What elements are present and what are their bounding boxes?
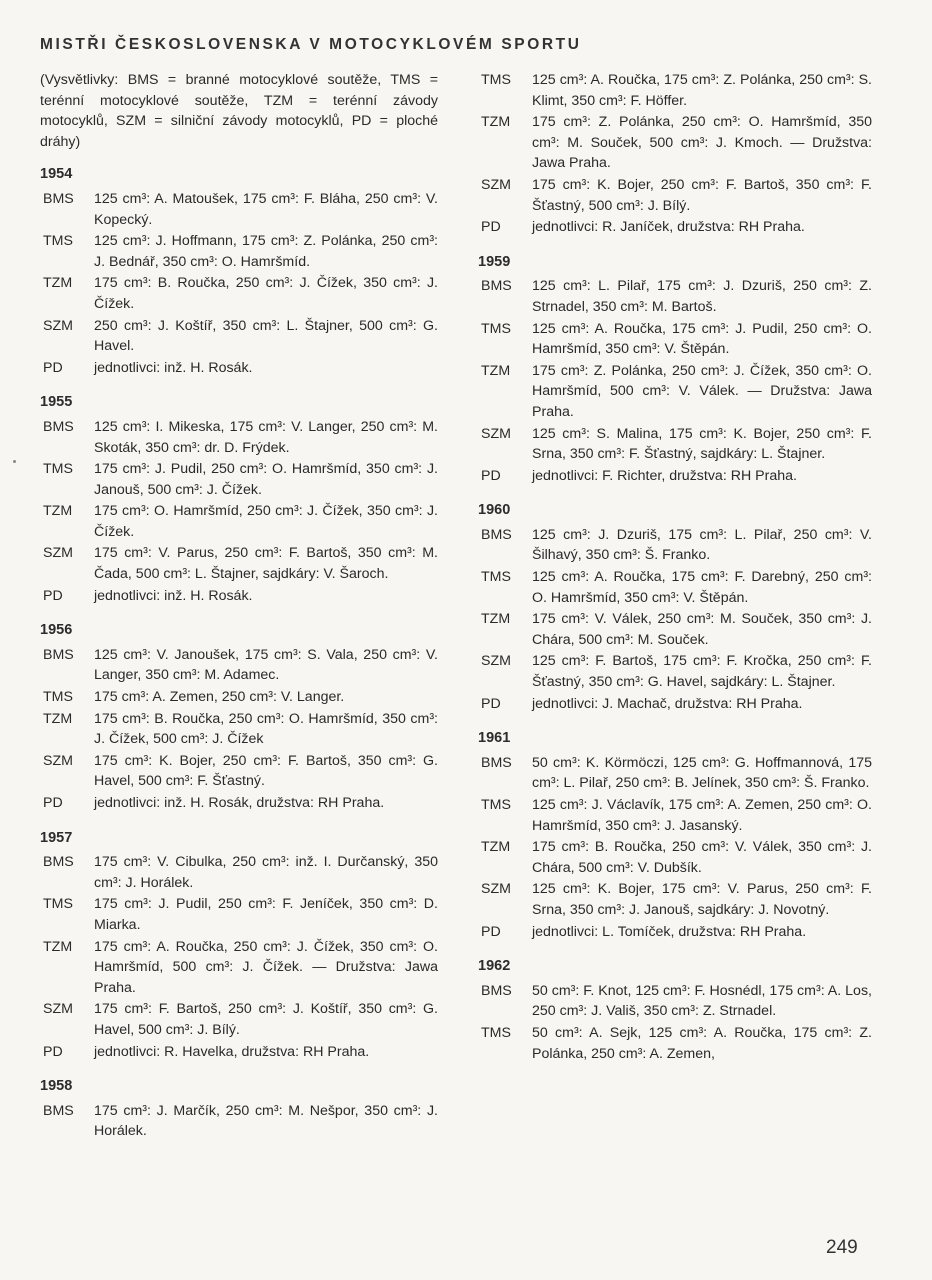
category-code: TZM: [43, 503, 73, 520]
year-section: [478, 70, 872, 238]
result-entry: [478, 175, 872, 216]
category-code: TMS: [481, 1024, 511, 1041]
champions-text: 175 cm³: V. Válek, 250 cm³: M. Souček, 350 cm³: J. Chára, 500 cm³: M. Souček.: [532, 611, 872, 648]
result-entry: [478, 837, 872, 878]
category-code: TMS: [481, 569, 511, 586]
result-entry: [478, 609, 872, 650]
result-entry: [40, 501, 438, 542]
result-entry: [478, 319, 872, 360]
category-code: TZM: [481, 611, 511, 628]
result-entry: [478, 112, 872, 174]
right-sections: [478, 70, 872, 1064]
category-code: TMS: [43, 896, 73, 913]
category-code: SZM: [43, 545, 73, 562]
champions-text: 50 cm³: K. Körmöczi, 125 cm³: G. Hoffmannová, 175 cm³: L. Pilař, 250 cm³: B. Jelínek, 350 cm³: Š. Franko.: [532, 754, 872, 792]
year-section: [40, 828, 438, 1063]
result-entry: [40, 793, 438, 814]
result-entry: [40, 543, 438, 584]
year-section: [40, 1076, 438, 1142]
result-entry: [478, 981, 872, 1022]
champions-text: 175 cm³: K. Bojer, 250 cm³: F. Bartoš, 350 cm³: F. Šťastný, 500 cm³: J. Bílý.: [532, 176, 872, 214]
category-code: PD: [43, 587, 63, 604]
result-entry: [40, 687, 438, 708]
result-entry: [40, 273, 438, 314]
category-code: BMS: [481, 526, 512, 543]
champions-text: 175 cm³: K. Bojer, 250 cm³: F. Bartoš, 350 cm³: G. Havel, 500 cm³: F. Šťastný.: [94, 752, 438, 790]
page-number: 249: [826, 1237, 858, 1258]
champions-text: 125 cm³: L. Pilař, 175 cm³: J. Dzuriš, 250 cm³: Z. Strnadel, 350 cm³: M. Bartoš.: [532, 278, 872, 315]
result-entry: [478, 70, 872, 111]
category-code: BMS: [43, 854, 74, 871]
champions-text: 175 cm³: B. Roučka, 250 cm³: J. Čížek, 350 cm³: J. Čížek.: [94, 275, 438, 312]
year-section: [478, 252, 872, 487]
category-code: TMS: [43, 461, 73, 478]
result-entry: [40, 189, 438, 230]
champions-text: 125 cm³: A. Roučka, 175 cm³: Z. Polánka, 250 cm³: S. Klimt, 350 cm³: F. Höffer.: [532, 72, 872, 109]
champions-text: 125 cm³: A. Roučka, 175 cm³: J. Pudil, 250 cm³: O. Hamršmíd, 350 cm³: V. Štěpán.: [532, 320, 872, 358]
champions-text: 125 cm³: V. Janoušek, 175 cm³: S. Vala, 250 cm³: V. Langer, 350 cm³: M. Adamec.: [94, 646, 438, 684]
category-code: SZM: [481, 425, 511, 442]
champions-text: jednotlivci: inž. H. Rosák.: [94, 587, 253, 604]
champions-text: 175 cm³: F. Bartoš, 250 cm³: J. Koštíř, 350 cm³: G. Havel, 500 cm³: J. Bílý.: [94, 1001, 438, 1038]
result-entry: [40, 751, 438, 792]
year-heading: 1958: [40, 1078, 73, 1095]
champions-text: 250 cm³: J. Koštíř, 350 cm³: L. Štajner, 500 cm³: G. Havel.: [94, 317, 438, 355]
category-code: BMS: [43, 418, 74, 435]
category-code: PD: [481, 695, 501, 712]
year-section: [478, 500, 872, 714]
left-column: [40, 70, 438, 1143]
result-entry: [40, 1101, 438, 1142]
champions-text: 175 cm³: B. Roučka, 250 cm³: O. Hamršmíd, 350 cm³: J. Čížek, 500 cm³: J. Čížek: [94, 710, 438, 748]
right-column: [478, 70, 872, 1065]
champions-text: jednotlivci: inž. H. Rosák, družstva: RH Praha.: [94, 795, 385, 811]
result-entry: [40, 358, 438, 379]
category-code: BMS: [481, 278, 512, 295]
category-code: BMS: [481, 754, 512, 771]
category-code: SZM: [481, 881, 511, 898]
champions-text: jednotlivci: R. Janíček, družstva: RH Praha.: [532, 219, 805, 236]
year-section: [478, 956, 872, 1064]
category-code: PD: [481, 923, 501, 940]
category-code: BMS: [481, 982, 512, 999]
champions-text: 175 cm³: Z. Polánka, 250 cm³: J. Čížek, 350 cm³: O. Hamršmíd, 500 cm³: V. Válek. — Družstva: Jawa Praha.: [532, 362, 872, 420]
result-entry: [40, 645, 438, 686]
result-entry: [40, 586, 438, 607]
champions-text: 125 cm³: K. Bojer, 175 cm³: V. Parus, 250 cm³: F. Srna, 350 cm³: J. Janouš, sajdkáry: J. Novotný.: [532, 881, 872, 918]
year-heading: 1955: [40, 394, 73, 411]
category-code: TZM: [481, 114, 511, 131]
category-code: PD: [43, 795, 63, 811]
category-code: TZM: [43, 938, 73, 955]
year-heading: 1956: [40, 622, 73, 639]
category-code: BMS: [43, 190, 74, 207]
champions-text: 175 cm³: A. Zemen, 250 cm³: V. Langer.: [94, 689, 345, 706]
category-code: SZM: [43, 317, 73, 334]
champions-text: 175 cm³: Z. Polánka, 250 cm³: O. Hamršmíd, 350 cm³: M. Souček, 500 cm³: J. Kmoch. — Družstva: Jawa Praha.: [532, 114, 872, 172]
category-code: TZM: [43, 275, 73, 292]
result-entry: [478, 525, 872, 566]
category-code: TMS: [43, 689, 73, 706]
result-entry: [40, 316, 438, 357]
result-entry: [478, 217, 872, 238]
result-entry: [478, 361, 872, 423]
result-entry: [478, 276, 872, 317]
result-entry: [478, 753, 872, 794]
result-entry: [40, 852, 438, 893]
year-heading: 1959: [478, 253, 511, 270]
champions-text: 125 cm³: A. Matoušek, 175 cm³: F. Bláha, 250 cm³: V. Kopecký.: [94, 190, 438, 228]
result-entry: [40, 709, 438, 750]
result-entry: [478, 694, 872, 715]
page-title: MISTŘI ČESKOSLOVENSKA V MOTOCYKLOVÉM SPORTU: [40, 36, 582, 53]
result-entry: [40, 999, 438, 1040]
year-heading: 1960: [478, 502, 511, 519]
result-entry: [478, 1023, 872, 1064]
result-entry: [478, 795, 872, 836]
champions-text: 125 cm³: J. Dzuriš, 175 cm³: L. Pilař, 250 cm³: V. Šilhavý, 350 cm³: Š. Franko.: [532, 526, 872, 564]
year-section: [40, 392, 438, 606]
result-entry: [40, 417, 438, 458]
result-entry: [478, 879, 872, 920]
result-entry: [40, 1042, 438, 1063]
year-heading: 1954: [40, 166, 73, 183]
champions-text: 175 cm³: V. Cibulka, 250 cm³: inž. I. Durčanský, 350 cm³: J. Horálek.: [94, 854, 438, 891]
year-section: [478, 728, 872, 942]
champions-text: jednotlivci: F. Richter, družstva: RH Praha.: [532, 467, 797, 484]
champions-text: 175 cm³: A. Roučka, 250 cm³: J. Čížek, 350 cm³: O. Hamršmíd, 500 cm³: J. Čížek. — Družstva: Jawa Praha.: [94, 938, 438, 996]
category-code: TMS: [481, 320, 511, 337]
year-section: [40, 164, 438, 378]
category-code: PD: [481, 467, 501, 484]
champions-text: 125 cm³: J. Hoffmann, 175 cm³: Z. Polánka, 250 cm³: J. Bednář, 350 cm³: O. Hamršmíd.: [94, 233, 438, 270]
category-code: PD: [481, 219, 501, 236]
result-entry: [40, 894, 438, 935]
category-code: SZM: [481, 653, 511, 670]
champions-text: 175 cm³: J. Marčík, 250 cm³: M. Nešpor, 350 cm³: J. Horálek.: [94, 1102, 438, 1140]
category-code: TMS: [481, 797, 511, 813]
champions-text: 125 cm³: I. Mikeska, 175 cm³: V. Langer, 250 cm³: M. Skoták, 350 cm³: dr. D. Frýdek.: [94, 418, 438, 456]
print-speck: [13, 460, 16, 463]
result-entry: [40, 231, 438, 272]
year-heading: 1957: [40, 829, 73, 846]
category-code: TZM: [481, 362, 511, 379]
champions-text: 175 cm³: B. Roučka, 250 cm³: V. Válek, 350 cm³: J. Chára, 500 cm³: V. Dubšík.: [532, 839, 872, 876]
year-section: [40, 620, 438, 813]
category-code: SZM: [43, 752, 73, 769]
champions-text: jednotlivci: R. Havelka, družstva: RH Praha.: [94, 1043, 370, 1060]
champions-text: 175 cm³: J. Pudil, 250 cm³: F. Jeníček, 350 cm³: D. Miarka.: [94, 896, 438, 933]
result-entry: [478, 922, 872, 943]
result-entry: [478, 567, 872, 608]
champions-text: 175 cm³: V. Parus, 250 cm³: F. Bartoš, 350 cm³: M. Čada, 500 cm³: L. Štajner, sajdkáry: V. Šaroch.: [94, 545, 438, 583]
year-heading: 1961: [478, 730, 511, 747]
result-entry: [478, 424, 872, 465]
category-code: TZM: [43, 710, 73, 727]
category-code: BMS: [43, 646, 74, 663]
category-code: PD: [43, 1043, 63, 1060]
result-entry: [478, 466, 872, 487]
champions-text: 125 cm³: S. Malina, 175 cm³: K. Bojer, 250 cm³: F. Srna, 350 cm³: F. Šťastný, sajdkáry: L. Štajner.: [532, 425, 872, 463]
category-code: TZM: [481, 839, 511, 856]
champions-text: jednotlivci: inž. H. Rosák.: [94, 359, 253, 376]
champions-text: jednotlivci: L. Tomíček, družstva: RH Praha.: [532, 923, 807, 940]
champions-text: 50 cm³: F. Knot, 125 cm³: F. Hosnédl, 175 cm³: A. Los, 250 cm³: J. Vališ, 350 cm³: Z. Strnadel.: [532, 982, 872, 1020]
category-code: PD: [43, 359, 63, 376]
champions-text: 175 cm³: J. Pudil, 250 cm³: O. Hamršmíd, 350 cm³: J. Janouš, 500 cm³: J. Čížek.: [94, 461, 438, 498]
result-entry: [40, 937, 438, 999]
champions-text: 125 cm³: J. Václavík, 175 cm³: A. Zemen, 250 cm³: O. Hamršmíd, 350 cm³: J. Jasanský.: [532, 797, 872, 834]
champions-text: 175 cm³: O. Hamršmíd, 250 cm³: J. Čížek, 350 cm³: J. Čížek.: [94, 503, 438, 540]
category-code: SZM: [43, 1001, 73, 1018]
result-entry: [478, 651, 872, 692]
year-heading: 1962: [478, 958, 511, 975]
legend-note: (Vysvětlivky: BMS = branné motocyklové soutěže, TMS = terénní motocyklové soutěže, TZM = terénní závody motocyklů, SZM = silniční závody motocyklů, PD = ploché dráhy): [40, 72, 438, 150]
champions-text: 50 cm³: A. Sejk, 125 cm³: A. Roučka, 175 cm³: Z. Polánka, 250 cm³: A. Zemen,: [532, 1024, 872, 1062]
champions-text: 125 cm³: F. Bartoš, 175 cm³: F. Kročka, 250 cm³: F. Šťastný, 350 cm³: G. Havel, sajdkáry: L. Štajner.: [532, 653, 872, 691]
left-sections: [40, 164, 438, 1142]
category-code: TMS: [481, 72, 511, 88]
category-code: SZM: [481, 176, 511, 193]
category-code: TMS: [43, 233, 73, 250]
champions-text: jednotlivci: J. Machač, družstva: RH Praha.: [532, 695, 803, 712]
champions-text: 125 cm³: A. Roučka, 175 cm³: F. Darebný, 250 cm³: O. Hamršmíd, 350 cm³: V. Štěpán.: [532, 569, 872, 606]
category-code: BMS: [43, 1102, 74, 1119]
result-entry: [40, 459, 438, 500]
